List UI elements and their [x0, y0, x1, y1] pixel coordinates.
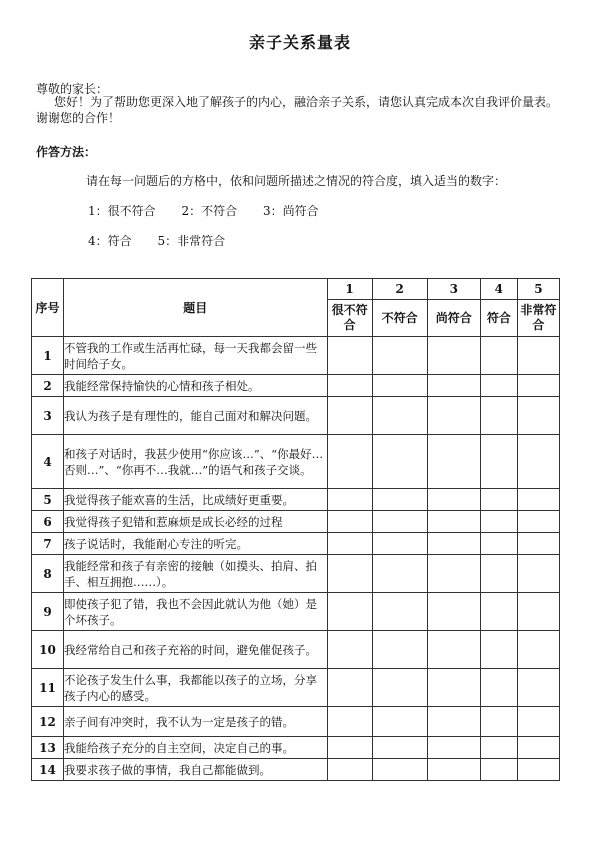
score-cell-2[interactable]	[372, 435, 427, 489]
questionnaire-table	[31, 278, 560, 781]
table-row	[32, 511, 560, 533]
question-text: 我觉得孩子犯错和惹麻烦是成长必经的过程	[64, 511, 327, 533]
scale-option: 5：非常符合	[157, 234, 226, 248]
question-text: 我能经常和孩子有亲密的接触（如摸头、拍肩、拍手、相互拥抱……）。	[64, 555, 327, 593]
scale-legend-line2	[88, 232, 247, 249]
score-cell-3[interactable]	[427, 707, 480, 737]
score-cell-5[interactable]	[517, 669, 559, 707]
question-number: 3	[32, 397, 64, 435]
header-score-number: 3	[427, 279, 480, 300]
score-cell-4[interactable]	[480, 397, 517, 435]
question-text: 我能经常保持愉快的心情和孩子相处。	[64, 375, 327, 397]
table-row	[32, 435, 560, 489]
score-cell-4[interactable]	[480, 489, 517, 511]
table-row	[32, 397, 560, 435]
score-cell-2[interactable]	[372, 375, 427, 397]
instruction-text: 请在每一问题后的方格中，依和问题所描述之情况的符合度，填入适当的数字：	[86, 174, 507, 188]
greeting: 尊敬的家长：	[36, 82, 109, 96]
question-number: 10	[32, 631, 64, 669]
score-cell-1[interactable]	[327, 337, 372, 375]
score-cell-1[interactable]	[327, 511, 372, 533]
score-cell-1[interactable]	[327, 593, 372, 631]
question-number: 4	[32, 435, 64, 489]
question-number: 11	[32, 669, 64, 707]
score-cell-1[interactable]	[327, 375, 372, 397]
question-number: 2	[32, 375, 64, 397]
header-score-label: 不符合	[372, 300, 427, 337]
score-cell-4[interactable]	[480, 759, 517, 781]
question-number: 7	[32, 533, 64, 555]
question-text: 孩子说话时，我能耐心专注的听完。	[64, 533, 327, 555]
score-cell-2[interactable]	[372, 759, 427, 781]
score-cell-4[interactable]	[480, 737, 517, 759]
question-number: 9	[32, 593, 64, 631]
score-cell-5[interactable]	[517, 375, 559, 397]
score-cell-5[interactable]	[517, 759, 559, 781]
table-row	[32, 759, 560, 781]
table-row	[32, 593, 560, 631]
score-cell-5[interactable]	[517, 707, 559, 737]
question-text: 我觉得孩子能欢喜的生活，比成绩好更重要。	[64, 489, 327, 511]
score-cell-3[interactable]	[427, 737, 480, 759]
score-cell-1[interactable]	[327, 669, 372, 707]
header-score-number: 1	[327, 279, 372, 300]
question-number: 8	[32, 555, 64, 593]
score-cell-1[interactable]	[327, 707, 372, 737]
question-text: 我能给孩子充分的自主空间，决定自己的事。	[64, 737, 327, 759]
score-cell-3[interactable]	[427, 669, 480, 707]
score-cell-2[interactable]	[372, 489, 427, 511]
score-cell-1[interactable]	[327, 555, 372, 593]
score-cell-3[interactable]	[427, 631, 480, 669]
score-cell-5[interactable]	[517, 533, 559, 555]
score-cell-4[interactable]	[480, 337, 517, 375]
score-cell-2[interactable]	[372, 707, 427, 737]
score-cell-3[interactable]	[427, 397, 480, 435]
question-text: 亲子间有冲突时，我不认为一定是孩子的错。	[64, 707, 327, 737]
score-cell-1[interactable]	[327, 759, 372, 781]
header-score-number: 2	[372, 279, 427, 300]
score-cell-1[interactable]	[327, 435, 372, 489]
header-score-number: 5	[517, 279, 559, 300]
question-text: 即使孩子犯了错，我也不会因此就认为他（她）是个坏孩子。	[64, 593, 327, 631]
question-text: 不管我的工作或生活再忙碌，每一天我都会留一些时间给子女。	[64, 337, 327, 375]
table-row	[32, 375, 560, 397]
table-row	[32, 533, 560, 555]
scale-option: 1：很不符合	[88, 204, 156, 218]
score-cell-2[interactable]	[372, 337, 427, 375]
header-score-number: 4	[480, 279, 517, 300]
score-cell-2[interactable]	[372, 669, 427, 707]
score-cell-5[interactable]	[517, 555, 559, 593]
intro-paragraph: 您好！为了帮助您更深入地了解孩子的内心，融洽亲子关系，请您认真完成本次自我评价量表。谢谢您的合作！	[36, 95, 559, 125]
score-cell-4[interactable]	[480, 533, 517, 555]
method-heading: 作答方法：	[36, 145, 97, 159]
score-cell-3[interactable]	[427, 593, 480, 631]
score-cell-1[interactable]	[327, 489, 372, 511]
score-cell-4[interactable]	[480, 511, 517, 533]
question-number: 5	[32, 489, 64, 511]
scale-option: 3：尚符合	[262, 204, 319, 218]
score-cell-1[interactable]	[327, 631, 372, 669]
question-number: 1	[32, 337, 64, 375]
score-cell-5[interactable]	[517, 489, 559, 511]
scale-legend-line1	[88, 202, 341, 219]
question-number: 6	[32, 511, 64, 533]
score-cell-3[interactable]	[427, 489, 480, 511]
question-number: 12	[32, 707, 64, 737]
score-cell-1[interactable]	[327, 397, 372, 435]
header-score-label: 很不符合	[327, 300, 372, 337]
score-cell-5[interactable]	[517, 737, 559, 759]
table-row	[32, 737, 560, 759]
score-cell-3[interactable]	[427, 375, 480, 397]
table-row	[32, 631, 560, 669]
page-title: 亲子关系量表	[248, 33, 351, 52]
question-text: 和孩子对话时，我甚少使用“你应该…”、“你最好…否则…”、“你再不…我就…”的语气和孩子交谈。	[64, 435, 327, 489]
score-cell-4[interactable]	[480, 669, 517, 707]
question-number: 13	[32, 737, 64, 759]
score-cell-3[interactable]	[427, 435, 480, 489]
score-cell-2[interactable]	[372, 737, 427, 759]
score-cell-4[interactable]	[480, 707, 517, 737]
question-text: 我要求孩子做的事情，我自己都能做到。	[64, 759, 327, 781]
question-rows	[32, 337, 560, 781]
scale-option: 4：符合	[88, 234, 132, 248]
score-cell-5[interactable]	[517, 593, 559, 631]
score-cell-3[interactable]	[427, 759, 480, 781]
score-cell-3[interactable]	[427, 337, 480, 375]
question-text: 不论孩子发生什么事，我都能以孩子的立场，分享孩子内心的感受。	[64, 669, 327, 707]
score-cell-4[interactable]	[480, 631, 517, 669]
score-cell-3[interactable]	[427, 533, 480, 555]
score-cell-5[interactable]	[517, 397, 559, 435]
score-cell-2[interactable]	[372, 511, 427, 533]
table-row	[32, 337, 560, 375]
table-row	[32, 555, 560, 593]
score-cell-4[interactable]	[480, 375, 517, 397]
score-cell-2[interactable]	[372, 397, 427, 435]
header-score-label: 尚符合	[427, 300, 480, 337]
header-score-label: 符合	[480, 300, 517, 337]
score-cell-2[interactable]	[372, 593, 427, 631]
table-row	[32, 489, 560, 511]
score-cell-3[interactable]	[427, 511, 480, 533]
question-text: 我经常给自己和孩子充裕的时间，避免催促孩子。	[64, 631, 327, 669]
score-cell-5[interactable]	[517, 337, 559, 375]
question-text: 我认为孩子是有理性的，能自己面对和解决问题。	[64, 397, 327, 435]
scale-option: 2：不符合	[181, 204, 238, 218]
score-cell-3[interactable]	[427, 555, 480, 593]
question-number: 14	[32, 759, 64, 781]
score-cell-1[interactable]	[327, 737, 372, 759]
score-cell-4[interactable]	[480, 555, 517, 593]
header-question: 题目	[64, 279, 327, 337]
score-cell-2[interactable]	[372, 631, 427, 669]
score-cell-2[interactable]	[372, 555, 427, 593]
score-cell-2[interactable]	[372, 533, 427, 555]
score-cell-5[interactable]	[517, 511, 559, 533]
score-cell-5[interactable]	[517, 435, 559, 489]
score-cell-4[interactable]	[480, 593, 517, 631]
score-cell-5[interactable]	[517, 631, 559, 669]
header-score-label: 非常符合	[517, 300, 559, 337]
score-cell-4[interactable]	[480, 435, 517, 489]
table-row	[32, 707, 560, 737]
table-row	[32, 669, 560, 707]
score-cell-1[interactable]	[327, 533, 372, 555]
header-number: 序号	[32, 279, 64, 337]
